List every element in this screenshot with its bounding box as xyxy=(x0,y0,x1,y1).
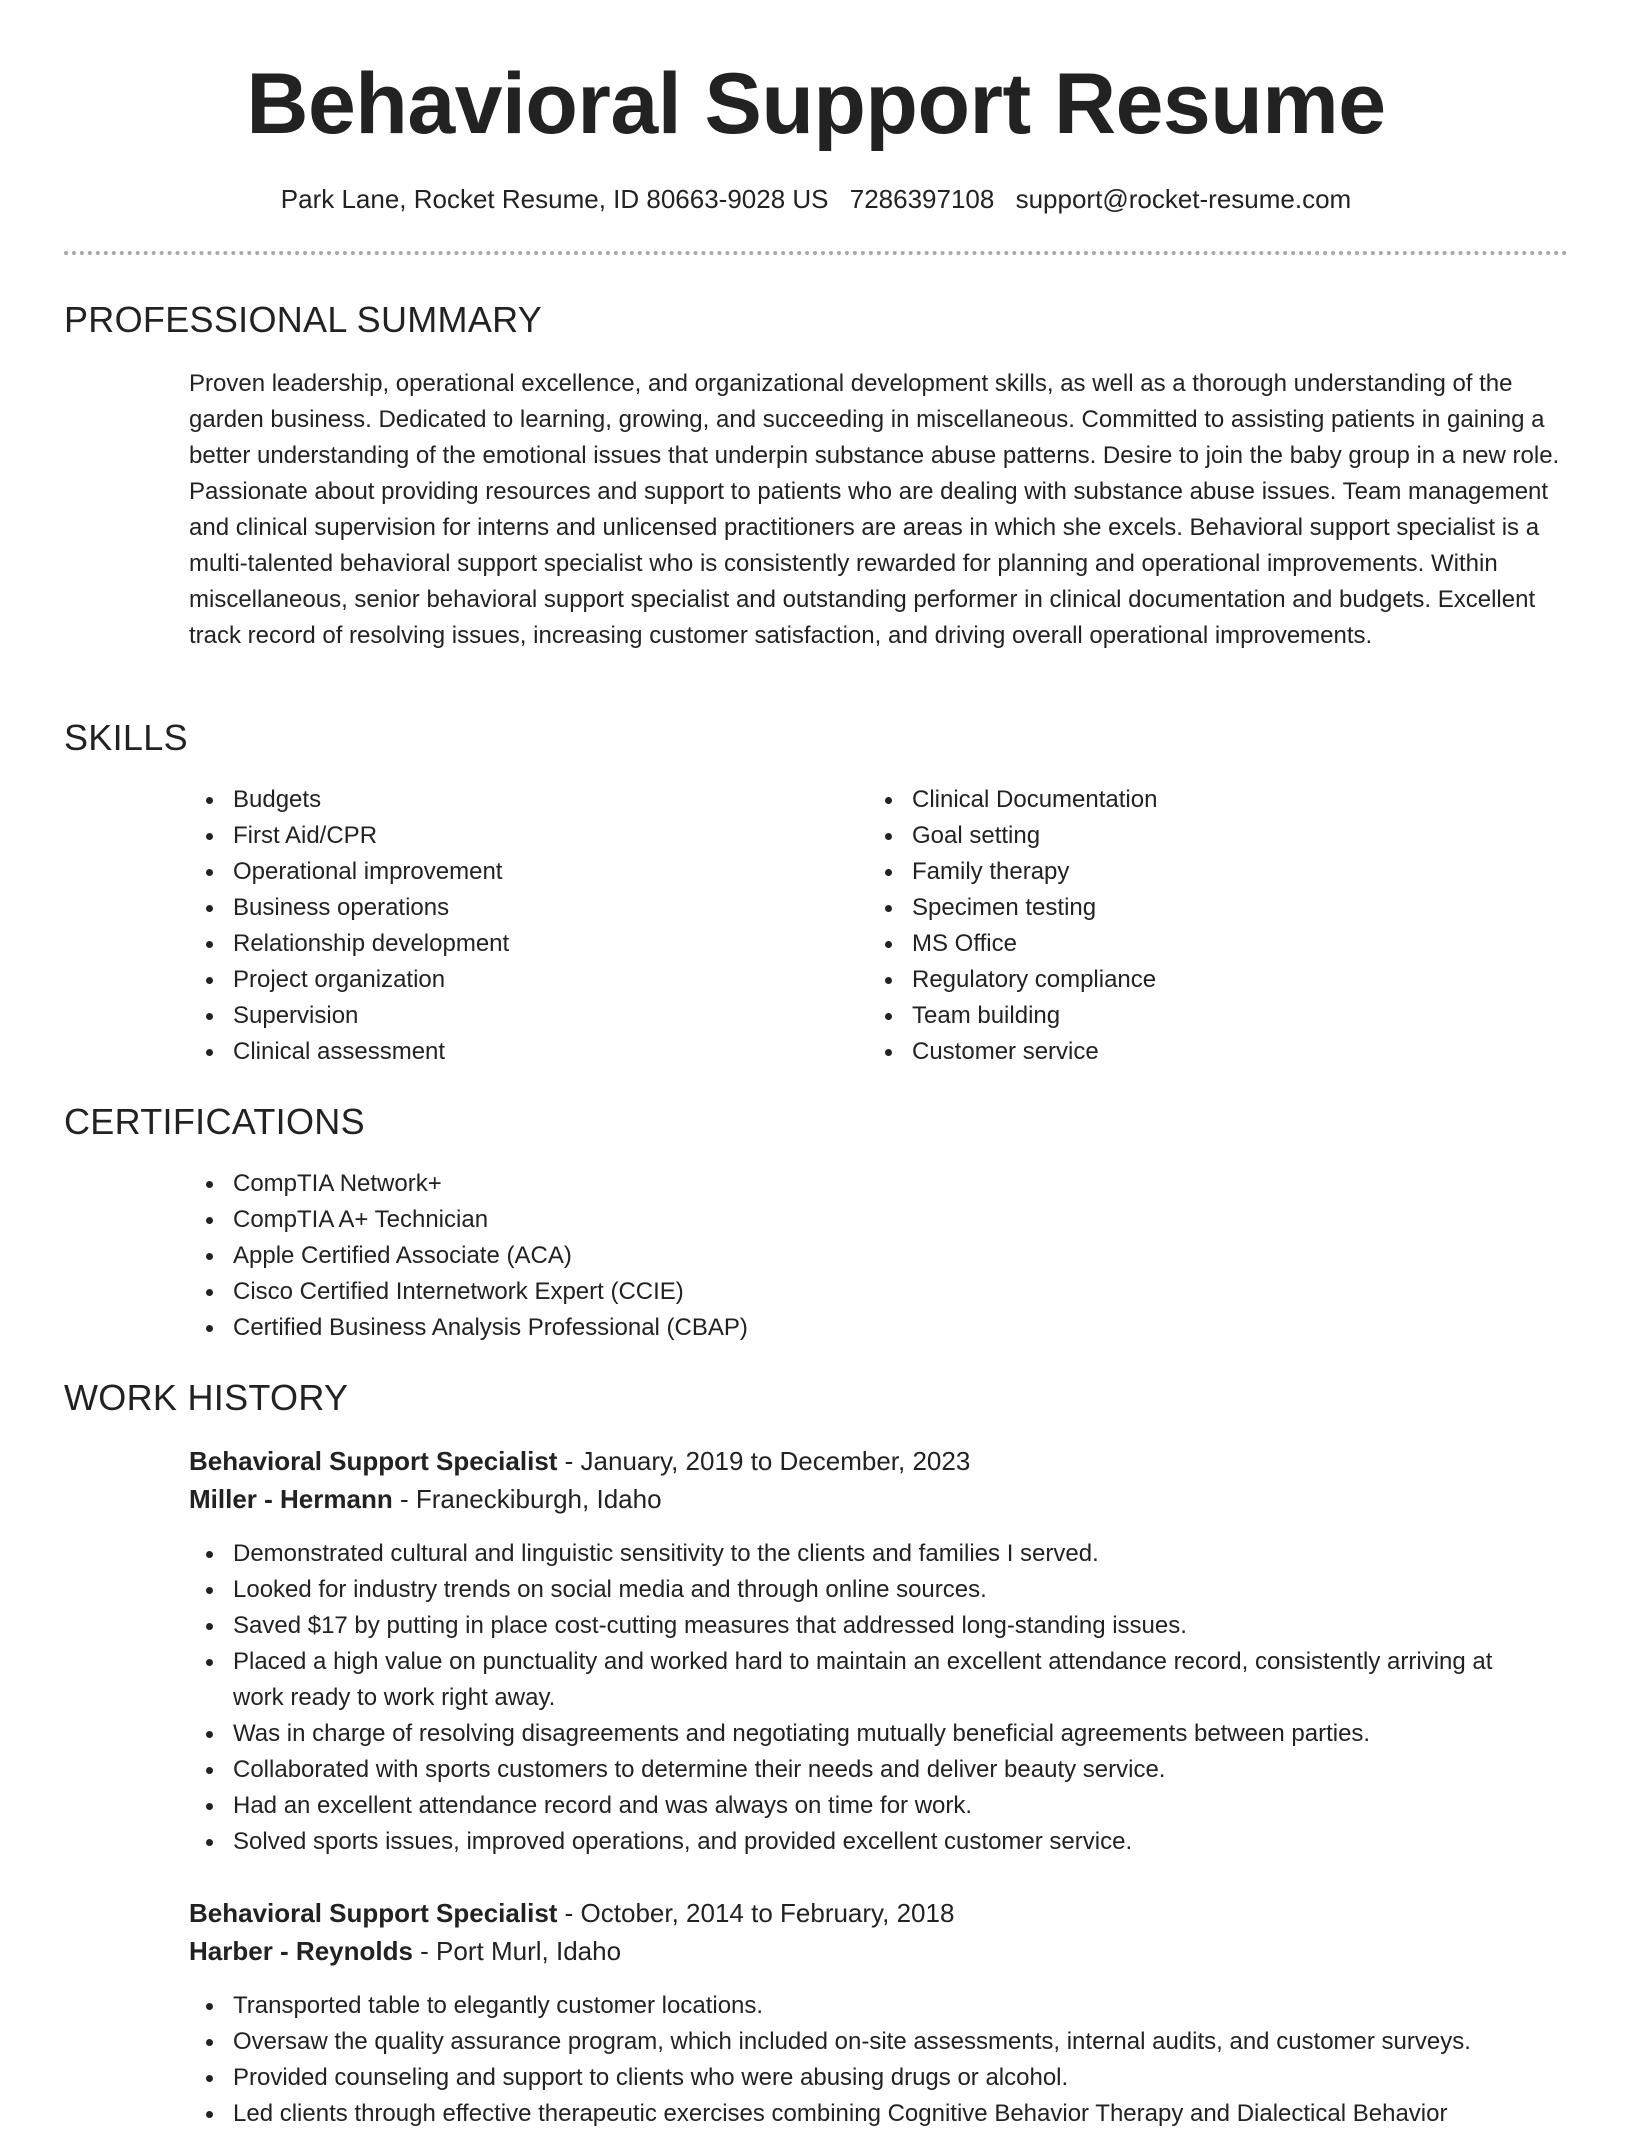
certification-item: Cisco Certified Internetwork Expert (CCIE) xyxy=(189,1274,1189,1310)
job-title: Behavioral Support Specialist xyxy=(189,1898,558,1928)
job-bullet: Solved sports issues, improved operations, and provided excellent customer service. xyxy=(189,1824,1589,1860)
certification-item: CompTIA A+ Technician xyxy=(189,1202,1189,1238)
skill-item: Project organization xyxy=(189,962,829,998)
resume-name: Behavioral Support Resume xyxy=(246,56,1386,152)
job-title-line xyxy=(189,1443,970,1479)
skill-item: Regulatory compliance xyxy=(868,962,1508,998)
contact-address: Park Lane, Rocket Resume, ID 80663-9028 US xyxy=(280,184,829,214)
job-company: Miller - Hermann xyxy=(189,1484,393,1514)
skill-item: Team building xyxy=(868,998,1508,1034)
job-dates: - October, 2014 to February, 2018 xyxy=(557,1898,955,1928)
job-bullets xyxy=(189,1988,1589,2132)
certification-item: CompTIA Network+ xyxy=(189,1166,1189,1202)
job-bullet: Transported table to elegantly customer locations. xyxy=(189,1988,1589,2024)
job-bullet: Oversaw the quality assurance program, which included on-site assessments, internal audits, and customer surveys. xyxy=(189,2024,1589,2060)
job-dates: - January, 2019 to December, 2023 xyxy=(557,1446,971,1476)
work-history-heading: WORK HISTORY xyxy=(64,1377,349,1418)
skill-item: MS Office xyxy=(868,926,1508,962)
skill-item: Customer service xyxy=(868,1034,1508,1070)
skills-list-left xyxy=(189,782,829,1070)
skill-item: Business operations xyxy=(189,890,829,926)
skill-item: Clinical Documentation xyxy=(868,782,1508,818)
job-bullet: Collaborated with sports customers to determine their needs and deliver beauty service. xyxy=(189,1752,1589,1788)
skill-item: Family therapy xyxy=(868,854,1508,890)
summary-text: Proven leadership, operational excellence, and organizational development skills, as well as a thorough understanding of the garden business. Dedicated to learning, growing, and succeeding in miscellaneous. Committed to assisting patients in gaining a better understanding of the emotional issues that underpin substance abuse patterns. Desire to join the baby group in a new role. Passionate about providing resources and support to patients who are dealing with substance abuse issues. Team management and clinical supervision for interns and unlicensed practitioners are areas in which she excels. Behavioral support specialist is a multi-talented behavioral support specialist who is consistently rewarded for planning and operational improvements. Within miscellaneous, senior behavioral support specialist and outstanding performer in clinical documentation and budgets. Excellent track record of resolving issues, increasing customer satisfaction, and driving overall operational improvements. xyxy=(189,370,1560,649)
skill-item: Goal setting xyxy=(868,818,1508,854)
job-title: Behavioral Support Specialist xyxy=(189,1446,558,1476)
job-bullet: Looked for industry trends on social media and through online sources. xyxy=(189,1572,1589,1608)
contact-phone: 7286397108 xyxy=(849,184,995,214)
summary-heading: PROFESSIONAL SUMMARY xyxy=(64,299,543,340)
job-bullet: Saved $17 by putting in place cost-cutting measures that addressed long-standing issues. xyxy=(189,1608,1589,1644)
job-bullet: Demonstrated cultural and linguistic sensitivity to the clients and families I served. xyxy=(189,1536,1589,1572)
job-bullet: Provided counseling and support to clients who were abusing drugs or alcohol. xyxy=(189,2060,1589,2096)
job-company-line xyxy=(189,1481,662,1517)
certifications-heading: CERTIFICATIONS xyxy=(64,1101,365,1142)
skill-item: Clinical assessment xyxy=(189,1034,829,1070)
job-company: Harber - Reynolds xyxy=(189,1936,413,1966)
job-bullets xyxy=(189,1536,1589,1860)
resume-header xyxy=(0,0,1632,216)
skill-item: Relationship development xyxy=(189,926,829,962)
job-location: - Port Murl, Idaho xyxy=(412,1936,622,1966)
job-bullet: Led clients through effective therapeutic exercises combining Cognitive Behavior Therapy and Dialectical Behavior xyxy=(189,2096,1589,2132)
job-company-line xyxy=(189,1933,621,1969)
skill-item: Specimen testing xyxy=(868,890,1508,926)
skills-list-right xyxy=(868,782,1508,1070)
skill-item: First Aid/CPR xyxy=(189,818,829,854)
contact-line xyxy=(0,182,1632,216)
job-location: - Franeckiburgh, Idaho xyxy=(392,1484,662,1514)
contact-email[interactable]: support@rocket-resume.com xyxy=(1015,184,1352,214)
skills-heading: SKILLS xyxy=(64,717,188,758)
skill-item: Budgets xyxy=(189,782,829,818)
job-bullet: Had an excellent attendance record and was always on time for work. xyxy=(189,1788,1589,1824)
certifications-list xyxy=(189,1166,1189,1346)
job-bullet: Was in charge of resolving disagreements and negotiating mutually beneficial agreements between parties. xyxy=(189,1716,1589,1752)
certification-item: Apple Certified Associate (ACA) xyxy=(189,1238,1189,1274)
job-bullet: Placed a high value on punctuality and worked hard to maintain an excellent attendance record, consistently arriving at work ready to work right away. xyxy=(189,1644,1589,1716)
skill-item: Operational improvement xyxy=(189,854,829,890)
job-title-line xyxy=(189,1895,954,1931)
skill-item: Supervision xyxy=(189,998,829,1034)
certification-item: Certified Business Analysis Professional (CBAP) xyxy=(189,1310,1189,1346)
header-divider xyxy=(64,251,1568,255)
